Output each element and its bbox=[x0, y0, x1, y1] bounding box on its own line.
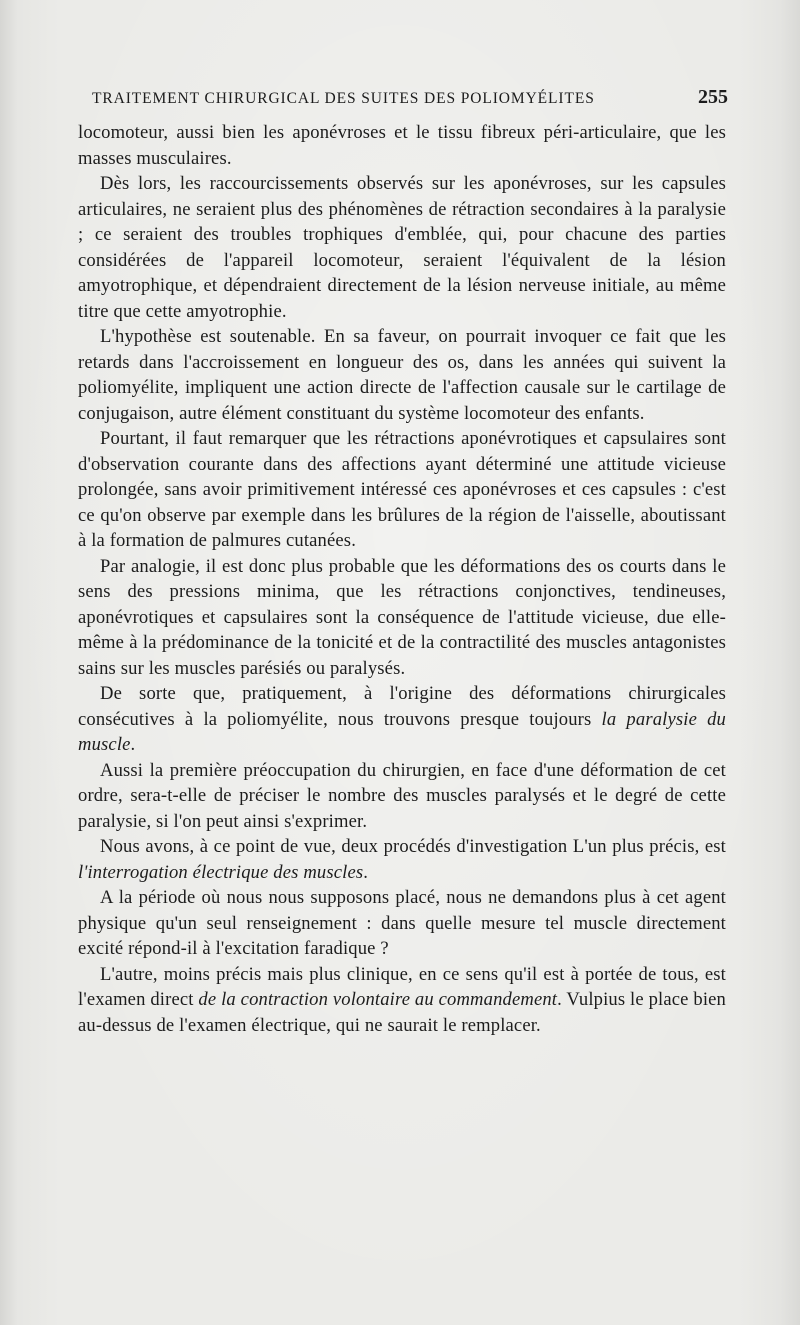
paragraph-7-text: Aussi la première préoccupation du chirurgien, en face d'une déformation de cet ordre, sera-t-elle de préciser le nombre des muscles paralysés et le degré de cette paralysie, si l'on peut ainsi s'exprimer. bbox=[78, 759, 726, 832]
paragraph-4-text: Pourtant, il faut remarquer que les rétractions aponévrotiques et capsulaires sont d'observation courante dans des affections ayant déterminé une attitude vicieuse prolongée, sans avoir primitivement intéressé ces aponévroses et ces capsules : c'est ce qu'on observe par exemple dans les brûlures de la région de l'aisselle, aboutissant à la formation de palmures cutanées. bbox=[78, 428, 726, 551]
body-text bbox=[78, 120, 726, 1038]
paragraph-10-end: . Vulpius le place bien au-dessus de l'examen électrique, qui ne saurait le remplacer. bbox=[78, 989, 726, 1036]
paragraph-1-text: locomoteur, aussi bien les aponévroses et le tissu fibreux péri-articulaire, que les masses musculaires. bbox=[78, 122, 726, 169]
paragraph-6-text: De sorte que, pratiquement, à l'origine des déformations chirurgicales consécutives à la poliomyélite, nous trouvons presque toujours bbox=[78, 683, 726, 730]
paragraph-10-italic: de la contraction volontaire au commandement bbox=[198, 989, 558, 1010]
paragraph-8 bbox=[78, 834, 726, 885]
paragraph-3-text: L'hypothèse est soutenable. En sa faveur, on pourrait invoquer ce fait que les retards dans l'accroissement en longueur des os, dans les années qui suivent la poliomyélite, impliquent une action directe de l'affection causale sur le cartilage de conjugaison, autre élément constituant du système locomoteur des enfants. bbox=[78, 326, 726, 424]
paragraph-9-text: A la période où nous nous supposons placé, nous ne demandons plus à cet agent physique qu'un seul renseignement : dans quelle mesure tel muscle directement excité répond-il à l'excitation faradique ? bbox=[78, 887, 726, 959]
paragraph-5-text: Par analogie, il est donc plus probable que les déformations des os courts dans le sens des pressions minima, que les rétractions conjonctives, tendineuses, aponévrotiques et capsulaires sont la conséquence de l'attitude vicieuse, due elle-même à la prédominance de la tonicité et de la contractilité des muscles antagonistes sains sur les muscles parésiés ou paralysés. bbox=[78, 555, 726, 679]
paragraph-10 bbox=[78, 962, 726, 1039]
paragraph-8-end: . bbox=[363, 861, 369, 883]
paragraph-10-text: L'autre, moins précis mais plus clinique, en ce sens qu'il est à portée de tous, est l'examen direct bbox=[78, 963, 726, 1010]
paragraph-8-text: Nous avons, à ce point de vue, deux procédés d'investigation L'un plus précis, est bbox=[100, 836, 726, 857]
paragraph-8-italic: l'interrogation électrique des muscles bbox=[78, 861, 364, 883]
paragraph-4 bbox=[78, 426, 726, 554]
paragraph-2-text: Dès lors, les raccourcissements observés sur les aponévroses, sur les capsules articulaires, ne seraient plus des phénomènes de rétraction secondaires à la paralysie ; ce seraient des troubles trophiques d'emblée, qui, pour chacune des parties considérées de l'appareil locomoteur, seraient l'équivalent de la lésion amyotrophique, et dépendraient directement de la lésion nerveuse initiale, au même titre que cette amyotrophie. bbox=[78, 173, 726, 322]
paragraph-5 bbox=[78, 554, 726, 682]
page-number: 255 bbox=[698, 86, 728, 108]
page-header bbox=[92, 86, 728, 116]
paragraph-3 bbox=[78, 324, 726, 426]
running-head: TRAITEMENT CHIRURGICAL DES SUITES DES POLIOMYÉLITES bbox=[92, 90, 595, 107]
paragraph-6-end: . bbox=[130, 734, 136, 755]
paragraph-6-italic: la paralysie du muscle bbox=[78, 708, 727, 755]
paragraph-7 bbox=[78, 758, 726, 835]
paragraph-2 bbox=[78, 171, 726, 324]
paragraph-6 bbox=[78, 681, 726, 758]
paragraph-9 bbox=[78, 885, 726, 962]
paragraph-1 bbox=[78, 120, 726, 171]
